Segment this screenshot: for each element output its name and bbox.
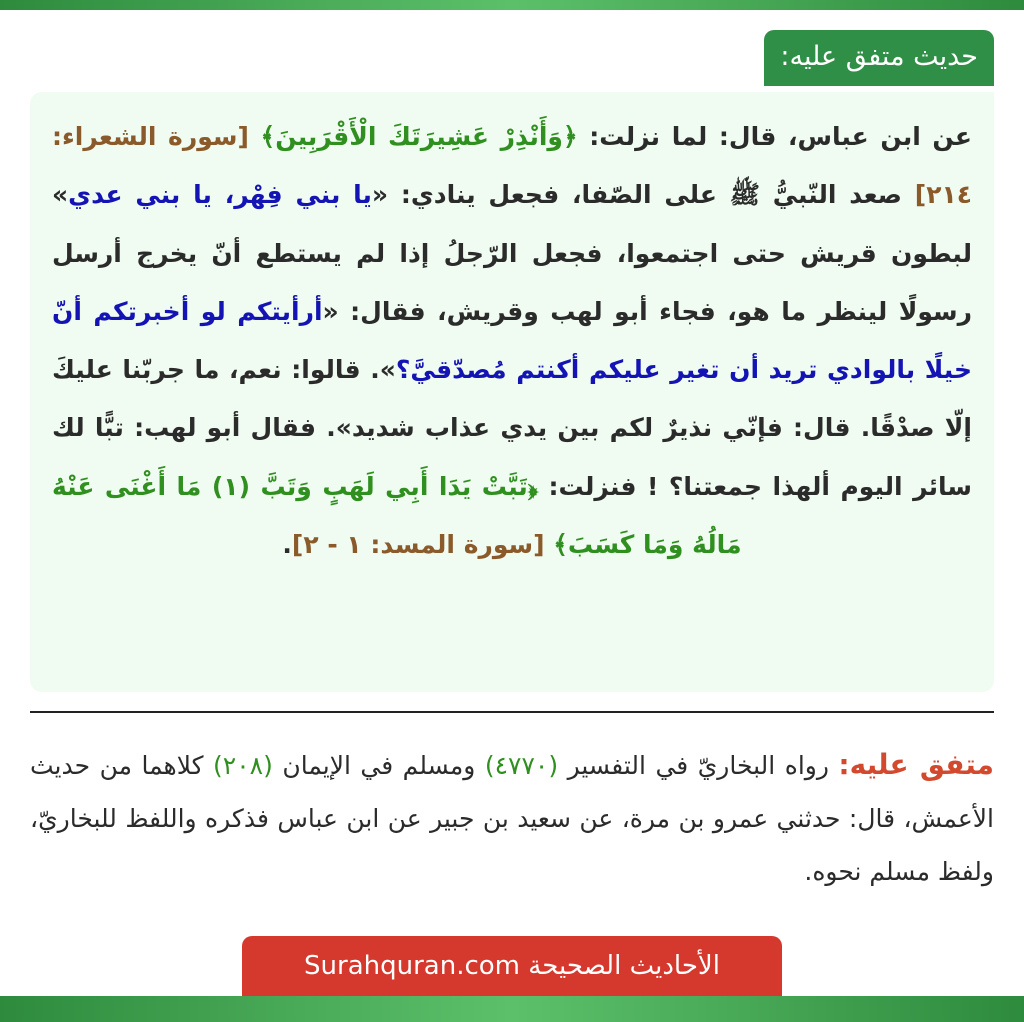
section-divider <box>30 711 994 713</box>
quran-verse-1: ﴿وَأَنْذِرْ عَشِيرَتَكَ الْأَقْرَبِينَ﴾ <box>260 122 578 151</box>
quran-verse-2: ﴿تَبَّتْ يَدَا أَبِي لَهَبٍ وَتَبَّ (١) مَا أَغْنَى عَنْهُ مَالُهُ وَمَا كَسَبَ﴾ <box>52 471 742 560</box>
hadith-end-mark: . <box>282 530 292 560</box>
prophet-speech-1: يا بني فِهْر، يا بني عدي <box>68 180 372 210</box>
takhrij-label: متفق عليه: <box>838 748 995 781</box>
takhrij-part-3: كلاهما من حديث الأعمش، قال: حدثني عمرو بن مرة، عن سعيد بن جبير عن ابن عباس فذكره واللفظ للبخاريّ، ولفظ مسلم نحوه. <box>30 751 994 886</box>
site-footer-label: الأحاديث الصحيحة Surahquran.com <box>242 936 782 996</box>
hadith-box <box>30 92 994 692</box>
takhrij-part-2: ومسلم في الإيمان <box>272 751 485 780</box>
surah-reference-2: [سورة المسد: ١ - ٢] <box>291 530 554 560</box>
takhrij-text <box>30 738 994 898</box>
hadith-narration-intro: عن ابن عباس، قال: لما نزلت: <box>577 122 973 151</box>
hadith-narration-3: » لبطون قريش حتى اجتمعوا، فجعل الرّجلُ إذا لم يستطع أنّ يخرج أرسل رسولًا لينظر ما هو، فجاء أبو لهب وقريش، فقال: « <box>52 180 972 326</box>
hadith-narration-2: صعد النّبيُّ ﷺ على الصّفا، فجعل ينادي: « <box>371 180 902 210</box>
prophet-speech-2: أرأيتكم لو أخبرتكم أنّ خيلًا بالوادي تريد أن تغير عليكم أكنتم مُصدّقيَّ؟ <box>52 296 972 385</box>
bottom-decor-bar <box>0 996 1024 1022</box>
takhrij-part-1: رواه البخاريّ في التفسير <box>558 751 839 780</box>
muslim-number: (٢٠٨) <box>213 751 273 780</box>
page-title: حديث متفق عليه: <box>764 30 994 86</box>
surah-reference-1: [سورة الشعراء: ٢١٤] <box>52 122 972 210</box>
bukhari-number: (٤٧٧٠) <box>484 751 559 780</box>
hadith-text <box>52 108 972 574</box>
hadith-narration-4: ». قالوا: نعم، ما جربّنا عليكَ إلّا صدْقًا. قال: فإنّي نذيرٌ لكم بين يدي عذاب شديد». فقال أبو لهب: تبًّا لك سائر اليوم ألهذا جمعتنا؟ ! فنزلت: <box>52 355 972 501</box>
top-decor-bar <box>0 0 1024 10</box>
